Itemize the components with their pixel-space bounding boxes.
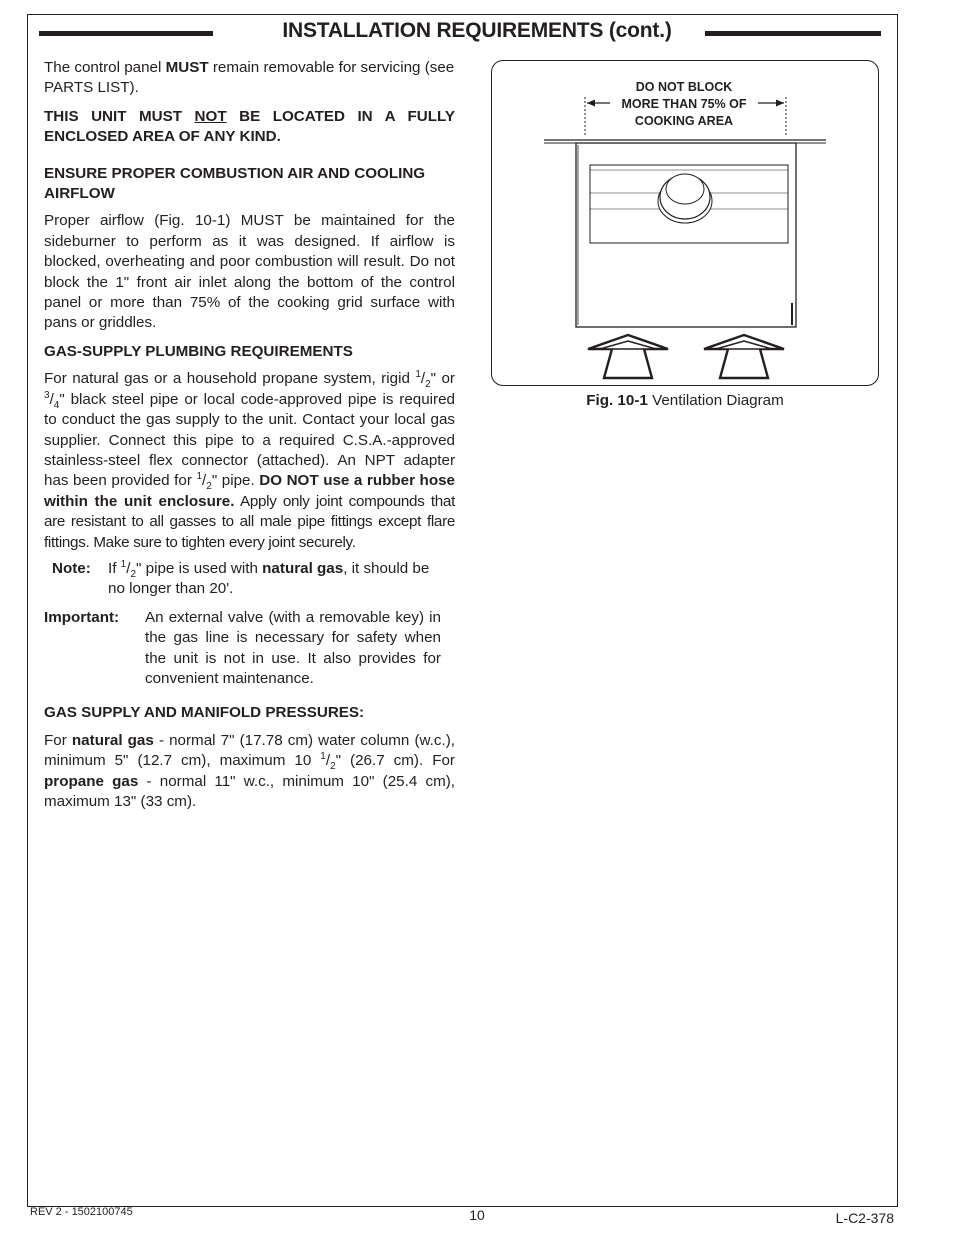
airflow-arrow-up-icon-right: [704, 335, 784, 378]
paragraph-enclosed-warning: THIS UNIT MUST NOT BE LOCATED IN A FULLY ENCLOSED AREA OF ANY KIND.: [44, 107, 456, 146]
note-label: Note:: [52, 559, 91, 577]
important-label: Important:: [44, 608, 120, 626]
figure-caption: Fig. 10-1 Ventilation Diagram: [586, 392, 784, 409]
heading-pressures: GAS SUPPLY AND MANIFOLD PRESSURES:: [44, 704, 365, 722]
footer-page-number: 10: [469, 1207, 485, 1223]
ventilation-diagram-svg: [492, 61, 880, 387]
sideburner-unit: [576, 143, 796, 327]
airflow-arrow-up-icon-left: [588, 335, 668, 378]
diagram-label-line3: COOKING AREA: [634, 114, 734, 128]
page-title: INSTALLATION REQUIREMENTS (cont.): [282, 19, 672, 42]
heading-airflow: ENSURE PROPER COMBUSTION AIR AND COOLING AIRFLOW: [44, 164, 426, 203]
note-block: [52, 559, 455, 600]
ventilation-diagram: [491, 60, 879, 386]
important-text: An external valve (with a removable key) in the gas line is necessary for safety when the unit is not in use. It also provides for convenient maintenance.: [145, 608, 441, 687]
important-block: [44, 608, 455, 690]
paragraph-plumbing: For natural gas or a household propane system, rigid $^1/_2$" or $^3/_4$" black steel pipe or local code-approved pipe is required to conduct the gas supply to the unit. Contact your local gas supplier. Connect this pipe to a required C.S.A.-approved stainless-steel flex connector (attached). An NPT adapter has been provided for $^1/_2$" pipe. DO NOT use a rubber hose within the unit enclosure. Apply only joint compounds that are resistant to all gasses to all male pipe fittings except flare fittings. Make sure to tighten every joint securely.: [44, 369, 455, 551]
footer-revision: REV 2 - 1502100745: [30, 1206, 133, 1218]
paragraph-control-panel: The control panel MUST remain removable for servicing (see PARTS LIST).: [44, 59, 455, 97]
diagram-label-line2: MORE THAN 75% OF: [621, 97, 747, 111]
note-text: If $^1/_2$" pipe is used with natural gas, it should be no longer than 20'.: [108, 558, 430, 598]
heading-plumbing: GAS-SUPPLY PLUMBING REQUIREMENTS: [44, 342, 353, 360]
paragraph-pressures: For natural gas - normal 7" (17.78 cm) water column (w.c.), minimum 5" (12.7 cm), maximum 10 $^1/_2$" (26.7 cm). For propane gas - normal 11" w.c., minimum 10" (25.4 cm), maximum 13" (33 cm).: [44, 731, 455, 810]
text-column: [44, 58, 455, 818]
diagram-label-line1: DO NOT BLOCK: [635, 80, 733, 94]
paragraph-airflow: Proper airflow (Fig. 10-1) MUST be maintained for the sideburner to perform as it was designed. If airflow is blocked, overheating and poor combustion will result. Do not block the 1" front air inlet along the bottom of the control panel or more than 75% of the cooking grid surface with pans or griddles.: [44, 212, 455, 332]
footer-document-code: L-C2-378: [835, 1210, 894, 1226]
